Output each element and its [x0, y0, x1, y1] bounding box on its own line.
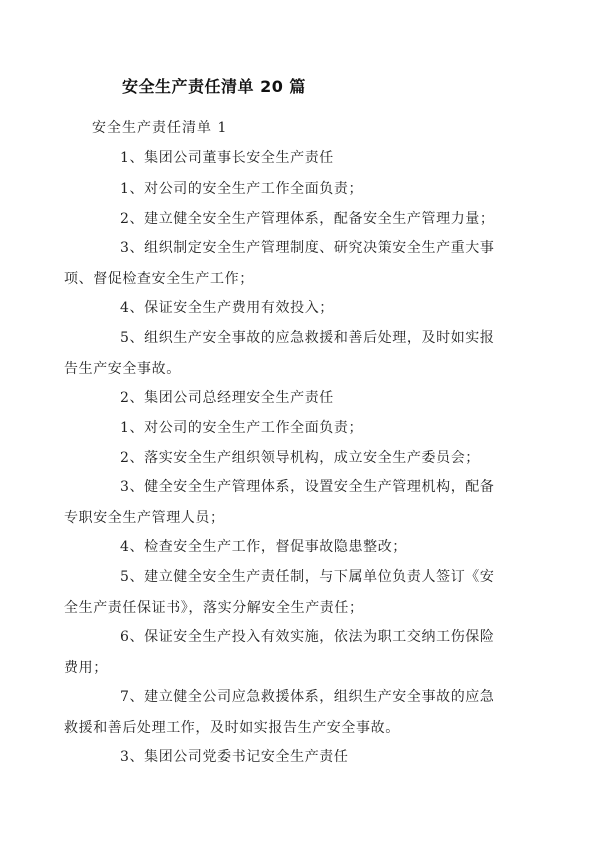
- paragraph: [92, 143, 516, 174]
- paragraph-line: 专职安全生产管理人员；: [64, 510, 225, 526]
- paragraph-line: 4、检查安全生产工作，督促事故隐患整改；: [120, 539, 407, 555]
- paragraph: [92, 383, 516, 414]
- paragraph-line: 1、对公司的安全生产工作全面负责；: [120, 420, 364, 436]
- paragraph: [92, 204, 516, 235]
- paragraph: [92, 174, 516, 205]
- paragraph-line: 4、保证安全生产费用有效投入；: [120, 300, 334, 316]
- paragraph-line: 救援和善后处理工作，及时如实报告生产安全事故。: [64, 720, 400, 736]
- paragraph-line: 3、健全安全生产管理体系，设置安全生产管理机构，配备: [120, 479, 495, 495]
- paragraph-line: 告生产安全事故。: [64, 361, 181, 377]
- paragraph: [92, 742, 516, 773]
- paragraph-line: 项、督促检查安全生产工作；: [64, 271, 254, 287]
- paragraph-line: 2、建立健全安全生产管理体系，配备安全生产管理力量；: [120, 211, 495, 227]
- paragraph: [92, 413, 516, 444]
- paragraph-line: 全生产责任保证书》，落实分解安全生产责任；: [64, 600, 364, 616]
- paragraph: [92, 443, 516, 474]
- document-title: 安全生产责任清单 20 篇: [122, 77, 306, 96]
- paragraph: [64, 472, 516, 534]
- paragraph-line: 2、落实安全生产组织领导机构，成立安全生产委员会；: [120, 450, 480, 466]
- paragraph-line: 1、集团公司董事长安全生产责任: [120, 150, 334, 166]
- paragraph: [64, 682, 516, 744]
- paragraph-line: 6、保证安全生产投入有效实施，依法为职工交纳工伤保险: [120, 629, 495, 645]
- paragraph: [64, 323, 516, 385]
- paragraph: [92, 532, 516, 563]
- paragraph-line: 费用；: [64, 660, 108, 676]
- section-heading: 安全生产责任清单 1: [92, 120, 228, 136]
- paragraph: [64, 622, 516, 684]
- paragraph-line: 5、建立健全安全生产责任制，与下属单位负责人签订《安: [120, 569, 495, 585]
- paragraph-line: 5、组织生产安全事故的应急救援和善后处理，及时如实报: [120, 330, 495, 346]
- paragraph-line: 7、建立健全公司应急救援体系，组织生产安全事故的应急: [120, 689, 495, 705]
- paragraph-line: 2、集团公司总经理安全生产责任: [120, 390, 334, 406]
- paragraph-line: 3、组织制定安全生产管理制度、研究决策安全生产重大事: [120, 240, 495, 256]
- paragraph: [64, 233, 516, 295]
- paragraph-line: 1、对公司的安全生产工作全面负责；: [120, 181, 364, 197]
- paragraph: [64, 562, 516, 624]
- paragraph: [92, 293, 516, 324]
- paragraph-line: 3、集团公司党委书记安全生产责任: [120, 749, 349, 765]
